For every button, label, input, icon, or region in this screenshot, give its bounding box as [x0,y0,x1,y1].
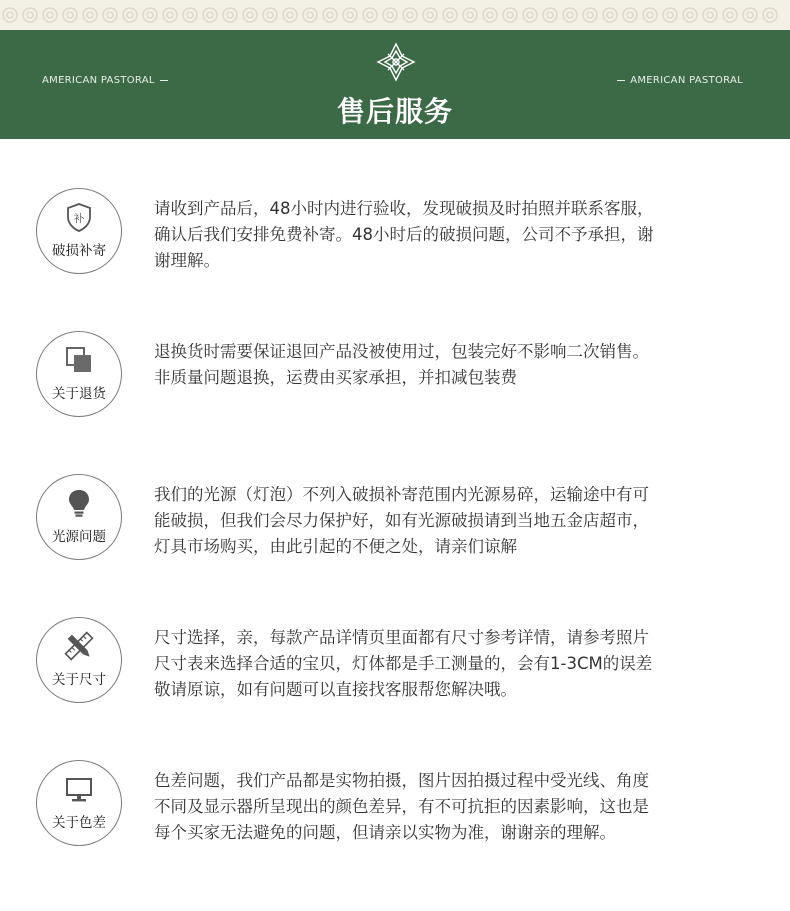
item-description: 请收到产品后，48小时内进行验收，发现破损及时拍照并联系客服， 确认后我们安排免费补寄。48小时后的破损问题，公司不予承担，谢 谢理解。 [154,199,654,270]
bulb-icon [63,487,95,519]
pattern-circle [223,8,237,22]
pattern-circle [43,8,57,22]
pattern-circle-inner [407,12,413,18]
pattern-circle [643,8,657,22]
pattern-circle-inner [367,12,373,18]
badge-label: 破损补寄 [52,243,106,259]
pattern-circle-inner [347,12,353,18]
pattern-circle [523,8,537,22]
pattern-circle [163,8,177,22]
pattern-circle [763,8,777,22]
pattern-circle [203,8,217,22]
pattern-circle-inner [567,12,573,18]
pattern-circle-inner [687,12,693,18]
pattern-circle-inner [67,12,73,18]
pattern-circle-inner [107,12,113,18]
pattern-circle-inner [147,12,153,18]
pattern-circle [183,8,197,22]
pattern-circle-inner [247,12,253,18]
pattern-circle [83,8,97,22]
pattern-circle [723,8,737,22]
pattern-circle [363,8,377,22]
pattern-circle [423,8,437,22]
pattern-circle-inner [747,12,753,18]
badge-label: 关于尺寸 [52,672,106,688]
pattern-circle-inner [287,12,293,18]
badge-damage [36,188,122,274]
squares-icon [63,344,95,376]
pattern-circle-inner [187,12,193,18]
pattern-circle [543,8,557,22]
pattern-circle [623,8,637,22]
pattern-circle [3,8,17,22]
pattern-circle [23,8,37,22]
decorative-pattern-strip [0,0,790,30]
pattern-circle [63,8,77,22]
badge-light-source [36,474,122,560]
shield-icon [63,201,95,233]
pattern-circle-inner [167,12,173,18]
item-description: 退换货时需要保证退回产品没被使用过，包装完好不影响二次销售。 非质量问题退换，运费由买家承担，并扣减包装费 [154,342,649,387]
pattern-circle-inner [427,12,433,18]
pattern-circle [683,8,697,22]
pattern-circle [103,8,117,22]
pattern-circle-inner [507,12,513,18]
pattern-circle-inner [667,12,673,18]
svg-text:补: 补 [73,212,85,225]
pattern-circle-inner [7,12,13,18]
brand-right: AMERICAN PASTORAL [612,75,743,86]
service-item-damage [0,188,790,288]
pattern-circle [663,8,677,22]
pattern-circle [243,8,257,22]
pattern-circle [263,8,277,22]
pattern-circle [303,8,317,22]
service-item-size [0,617,790,717]
pattern-circle-inner [587,12,593,18]
header-banner [0,30,790,139]
pattern-circle [443,8,457,22]
pattern-circle-inner [227,12,233,18]
pattern-circle [563,8,577,22]
pattern-circle-inner [207,12,213,18]
pattern-circle [463,8,477,22]
pattern-circle-inner [307,12,313,18]
pattern-circle [603,8,617,22]
pattern-circle-inner [267,12,273,18]
pattern-circle [323,8,337,22]
brand-left: AMERICAN PASTORAL [42,75,173,86]
pattern-circle [343,8,357,22]
monitor-icon [63,773,95,805]
pattern-circle-inner [547,12,553,18]
pattern-circle-inner [27,12,33,18]
pattern-circle-inner [87,12,93,18]
pattern-circle-inner [727,12,733,18]
pattern-circle-inner [447,12,453,18]
ruler-pencil-icon [63,630,95,662]
item-description: 我们的光源（灯泡）不列入破损补寄范围内光源易碎，运输途中有可 能破损，但我们会尽力保护好，如有光源破损请到当地五金店超市， 灯具市场购买，由此引起的不便之处，请亲们谅解 [154,485,649,556]
pattern-circle-inner [47,12,53,18]
pattern-circle [743,8,757,22]
item-description: 色差问题，我们产品都是实物拍摄，图片因拍摄过程中受光线、角度 不同及显示器所呈现出的颜色差异，有不可抗拒的因素影响，这也是 每个买家无法避免的问题，但请亲以实物为准，谢谢亲的理解。 [154,771,649,842]
pattern-circle-inner [467,12,473,18]
pattern-circle [143,8,157,22]
pattern-circle-inner [527,12,533,18]
pattern-circle-inner [647,12,653,18]
pattern-circle [483,8,497,22]
pattern-circle-inner [387,12,393,18]
pattern-circle-inner [327,12,333,18]
pattern-circle-inner [707,12,713,18]
pattern-circle [583,8,597,22]
pattern-circle [503,8,517,22]
pattern-circle [403,8,417,22]
pattern-circle [283,8,297,22]
item-description: 尺寸选择，亲，每款产品详情页里面都有尺寸参考详情，请参考照片 尺寸表来选择合适的宝贝，灯体都是手工测量的，会有1-3CM的误差 敬请原谅，如有问题可以直接找客服帮您解决哦。 [154,628,653,699]
pattern-circle-inner [487,12,493,18]
pattern-circle [123,8,137,22]
pattern-circle-inner [127,12,133,18]
badge-label: 光源问题 [52,529,106,545]
pattern-circle-inner [607,12,613,18]
badge-size [36,617,122,703]
pattern-circle-inner [767,12,773,18]
badge-color [36,760,122,846]
pattern-circles [0,0,790,30]
badge-label: 关于退货 [52,386,106,402]
pattern-circle [383,8,397,22]
ornament-emblem-icon [376,42,416,82]
service-item-color [0,760,790,860]
pattern-circle [703,8,717,22]
service-item-light-source [0,474,790,574]
badge-label: 关于色差 [52,815,106,831]
service-item-returns [0,331,790,431]
pattern-circle-inner [627,12,633,18]
badge-returns [36,331,122,417]
page-title: 售后服务 [336,95,453,128]
